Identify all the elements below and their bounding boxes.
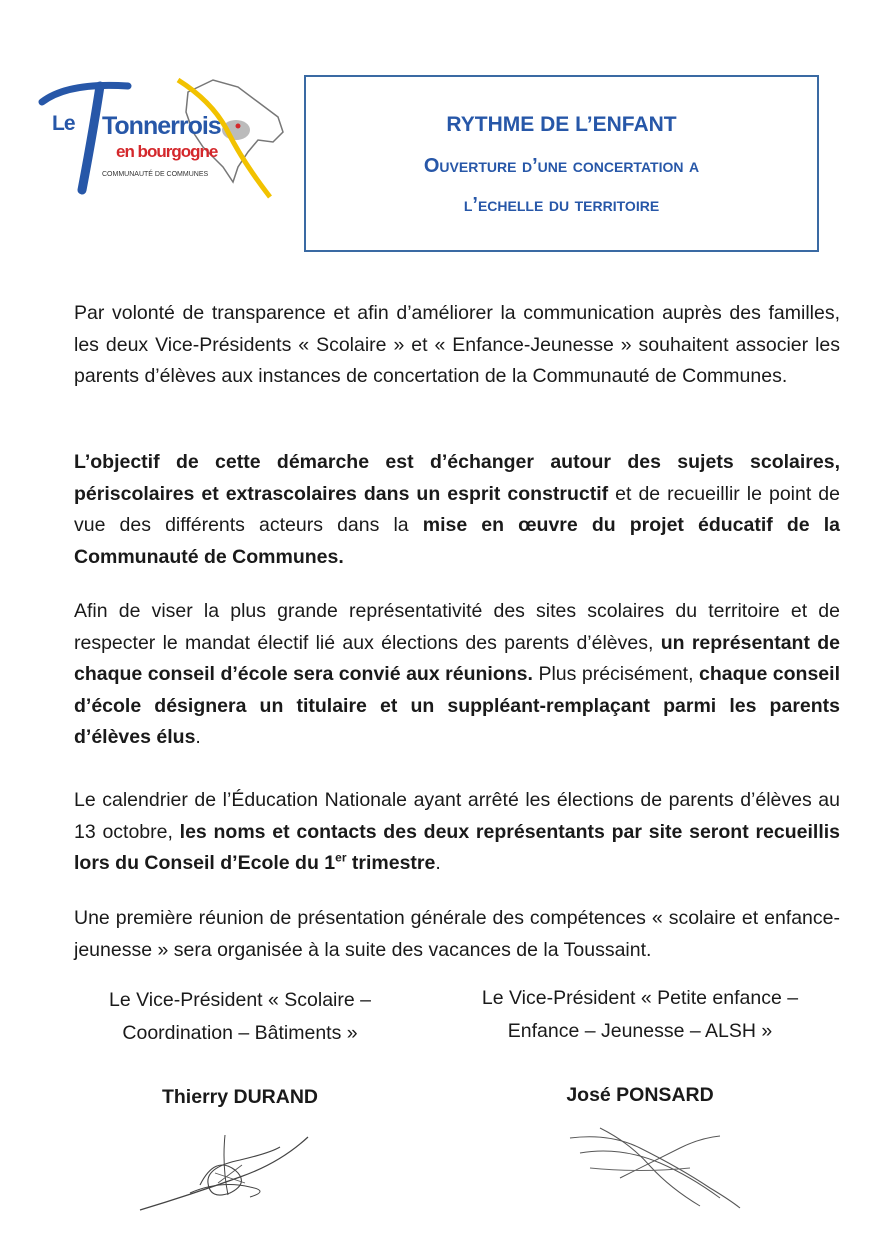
paragraph-2-bold-2: mise en œuvre du projet éducatif de la Communauté de Communes. xyxy=(74,514,840,568)
paragraph-3-bold-1: un représentant de chaque conseil d’école sera convié aux réunions. xyxy=(74,631,840,685)
signatory-right-role-line-1: Le Vice-Président « Petite enfance – xyxy=(481,987,799,1009)
signatory-right-name: José PONSARD xyxy=(566,1084,714,1106)
signatory-left-name: Thierry DURAND xyxy=(161,1086,319,1108)
paragraph-3-text-1: Afin de viser la plus grande représentativité des sites scolaires du territoire et de respecter le mandat électif lié aux élections des parents d’élèves, xyxy=(74,600,840,654)
title-box xyxy=(304,75,819,252)
title-line-2: Ouverture d’une concertation a xyxy=(423,155,700,177)
paragraph-2 xyxy=(74,447,840,573)
signatory-left-role-line-1: Le Vice-Président « Scolaire – xyxy=(109,989,371,1011)
signatory-right-role xyxy=(450,982,830,1048)
paragraph-4-text-2: . xyxy=(435,852,441,874)
signature-right xyxy=(560,1118,750,1213)
paragraph-4 xyxy=(74,785,840,880)
paragraph-3-text-2: Plus précisément, xyxy=(532,663,700,685)
signatory-left-role-line-2: Coordination – Bâtiments » xyxy=(122,1022,358,1044)
paragraph-3 xyxy=(74,596,840,754)
paragraph-4-bold-2: trimestre xyxy=(346,852,436,874)
paragraph-1: Par volonté de transparence et afin d’améliorer la communication auprès des familles, les deux Vice-Présidents « Scolaire » et « Enfance-Jeunesse » souhaitent associer les parents d’élèves aux instances de concertation de la Communauté de Communes. xyxy=(74,302,840,387)
signatory-right-role-line-2: Enfance – Jeunesse – ALSH » xyxy=(507,1020,773,1042)
signature-left xyxy=(130,1125,320,1220)
title-line-1: RYTHME DE L’ENFANT xyxy=(446,113,677,136)
signatory-left-role xyxy=(60,984,420,1050)
paragraph-2-bold-1: L’objectif de cette démarche est d’échanger autour des sujets scolaires, périscolaires et extrascolaires dans un esprit constructif xyxy=(74,451,840,505)
paragraph-4-text-1: Le calendrier de l’Éducation Nationale ayant arrêté les élections de parents d’élèves au 13 octobre, xyxy=(74,789,840,843)
paragraph-4-bold-1: les noms et contacts des deux représentants par site seront recueillis lors du Conseil d’Ecole du 1 xyxy=(74,820,840,874)
paragraph-2-text-1: et de recueillir le point de vue des différents acteurs dans la xyxy=(74,482,840,536)
logo-sub-text: en bourgogne xyxy=(116,142,218,161)
paragraph-5: Une première réunion de présentation générale des compétences « scolaire et enfance-jeunesse » sera organisée à la suite des vacances de la Toussaint. xyxy=(74,907,840,961)
title-line-3: l’echelle du territoire xyxy=(463,194,660,216)
paragraph-3-text-3: . xyxy=(195,726,201,748)
logo xyxy=(38,72,293,202)
logo-le-text: Le xyxy=(52,112,75,135)
paragraph-3-bold-2: chaque conseil d’école désignera un titulaire et un suppléant-remplaçant parmi les parents d’élèves élus xyxy=(74,663,840,748)
logo-small-text: COMMUNAUTÉ DE COMMUNES xyxy=(102,171,209,178)
logo-main-text: Tonnerrois xyxy=(102,112,221,140)
paragraph-4-sup: er xyxy=(335,850,347,865)
